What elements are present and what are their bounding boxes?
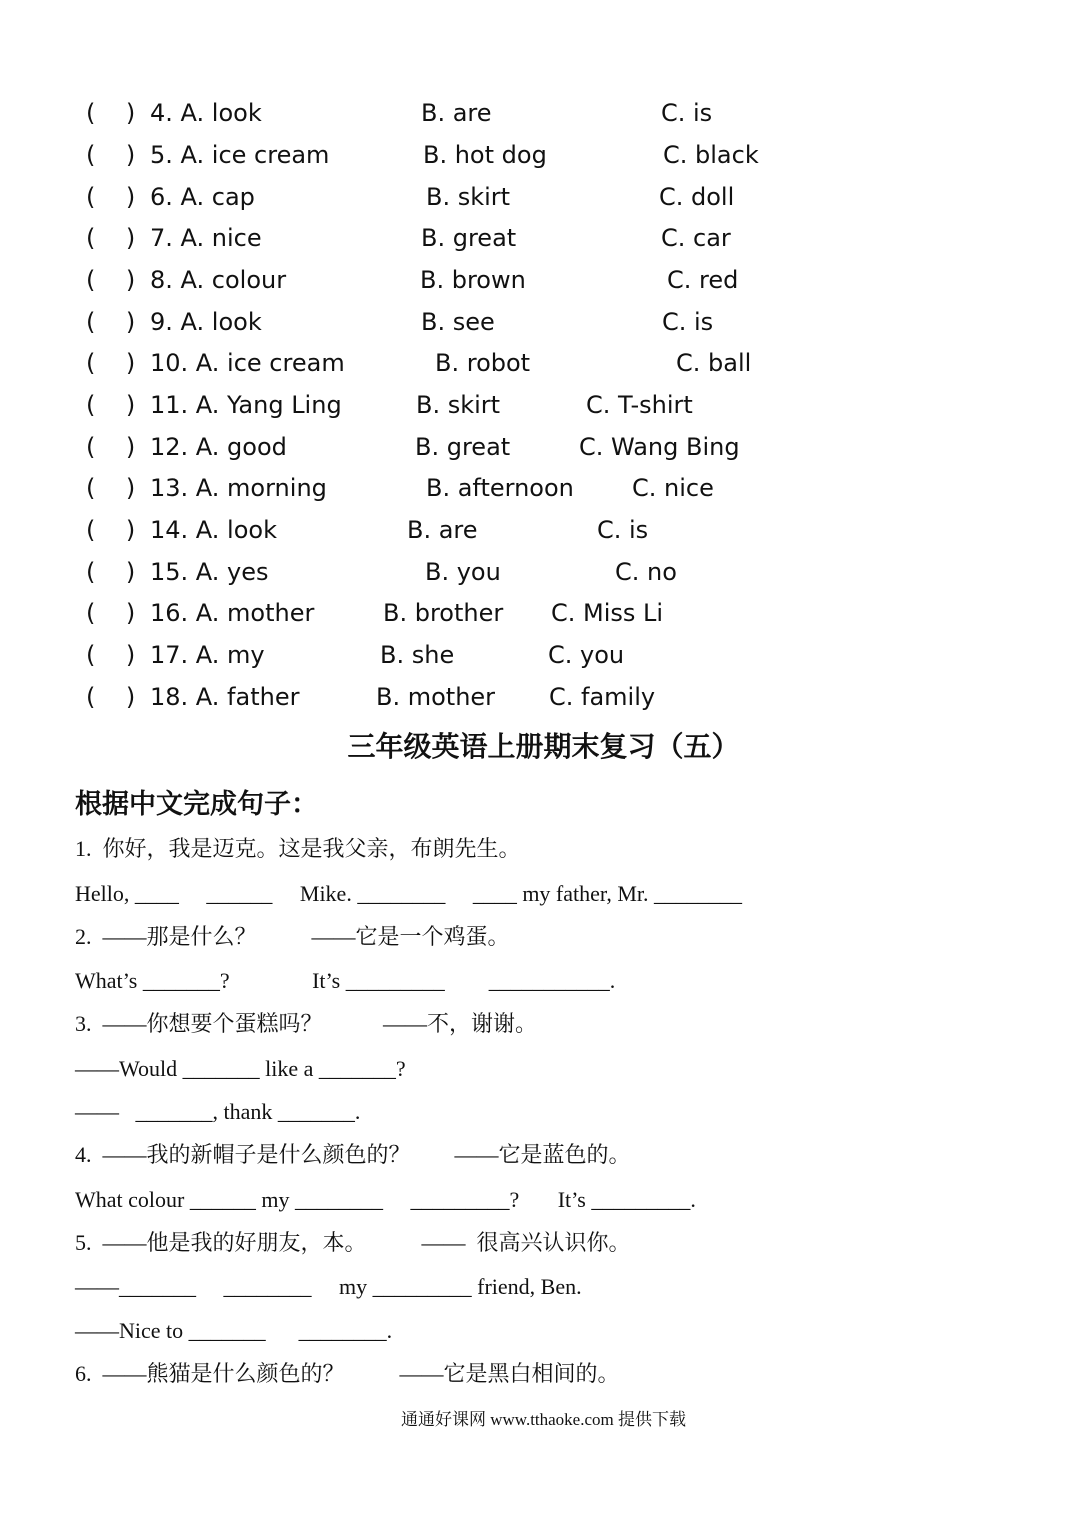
option-a: 10. A. ice cream xyxy=(150,349,345,377)
answer-blank: ( ) xyxy=(86,641,136,669)
option-b: B. afternoon xyxy=(426,474,574,502)
option-b: B. mother xyxy=(376,683,496,711)
option-a: 5. A. ice cream xyxy=(150,141,330,169)
mc-question-13 xyxy=(0,467,1087,509)
answer-blank: ( ) xyxy=(86,558,136,586)
option-a: 12. A. good xyxy=(150,433,287,461)
option-a: 17. A. my xyxy=(150,641,265,669)
option-a: 18. A. father xyxy=(150,683,300,711)
option-c: C. red xyxy=(667,266,739,294)
mc-question-18 xyxy=(0,676,1087,718)
sentence-line: 6. ——熊猫是什么颜色的？ ——它是黑白相间的。 xyxy=(75,1361,620,1386)
mc-question-17 xyxy=(0,634,1087,676)
answer-blank: ( ) xyxy=(86,474,136,502)
sentence-line: ——_______ ________ my _________ friend, Ben. xyxy=(75,1274,582,1299)
mc-question-9 xyxy=(0,301,1087,343)
mc-question-6 xyxy=(0,176,1087,218)
answer-blank: ( ) xyxy=(86,308,136,336)
answer-blank: ( ) xyxy=(86,599,136,627)
option-b: B. robot xyxy=(435,349,531,377)
option-c: C. no xyxy=(615,558,677,586)
option-b: B. great xyxy=(415,433,511,461)
option-a: 7. A. nice xyxy=(150,224,262,252)
option-c: C. is xyxy=(597,516,649,544)
sentence-line: 5. ——他是我的好朋友，本。 —— 很高兴认识你。 xyxy=(75,1230,631,1255)
option-a: 16. A. mother xyxy=(150,599,315,627)
option-c: C. you xyxy=(548,641,625,669)
sentence-line: What colour ______ my ________ _________? It’s _________. xyxy=(75,1187,696,1212)
option-c: C. ball xyxy=(676,349,752,377)
answer-blank: ( ) xyxy=(86,224,136,252)
page-footer: 通通好课网 www.tthaoke.com 提供下载 xyxy=(400,1410,687,1429)
option-c: C. T-shirt xyxy=(586,391,693,419)
answer-blank: ( ) xyxy=(86,516,136,544)
option-c: C. car xyxy=(661,224,731,252)
option-b: B. are xyxy=(421,99,492,127)
mc-question-15 xyxy=(0,551,1087,593)
sentence-line: 1. 你好，我是迈克。这是我父亲，布朗先生。 xyxy=(75,836,521,861)
option-a: 6. A. cap xyxy=(150,183,255,211)
mc-question-5 xyxy=(0,134,1087,176)
option-a: 14. A. look xyxy=(150,516,277,544)
option-b: B. she xyxy=(380,641,455,669)
mc-question-7 xyxy=(0,217,1087,259)
sentence-line: 4. ——我的新帽子是什么颜色的？ ——它是蓝色的。 xyxy=(75,1142,631,1167)
sentence-line: —— _______, thank _______. xyxy=(75,1099,361,1124)
sentence-line: Hello, ____ ______ Mike. ________ ____ my father, Mr. ________ xyxy=(75,881,743,906)
option-b: B. brown xyxy=(420,266,526,294)
mc-question-8 xyxy=(0,259,1087,301)
mc-question-10 xyxy=(0,342,1087,384)
sentence-line: 2. ——那是什么？ ——它是一个鸡蛋。 xyxy=(75,924,510,949)
option-c: C. family xyxy=(549,683,656,711)
option-c: C. is xyxy=(661,99,713,127)
option-c: C. doll xyxy=(659,183,735,211)
sentence-line: ——Would _______ like a _______? xyxy=(75,1056,406,1081)
option-b: B. see xyxy=(421,308,495,336)
option-a: 15. A. yes xyxy=(150,558,269,586)
option-b: B. brother xyxy=(383,599,504,627)
option-a: 11. A. Yang Ling xyxy=(150,391,342,419)
sentence-line: 3. ——你想要个蛋糕吗？ ——不，谢谢。 xyxy=(75,1011,538,1036)
option-a: 9. A. look xyxy=(150,308,262,336)
option-c: C. black xyxy=(663,141,759,169)
mc-question-14 xyxy=(0,509,1087,551)
section-heading: 根据中文完成句子： xyxy=(75,789,318,820)
answer-blank: ( ) xyxy=(86,99,136,127)
answer-blank: ( ) xyxy=(86,433,136,461)
mc-question-4 xyxy=(0,92,1087,134)
option-b: B. hot dog xyxy=(423,141,547,169)
answer-blank: ( ) xyxy=(86,183,136,211)
option-a: 8. A. colour xyxy=(150,266,287,294)
answer-blank: ( ) xyxy=(86,349,136,377)
option-c: C. Wang Bing xyxy=(579,433,740,461)
mc-question-11 xyxy=(0,384,1087,426)
sentence-line: ——Nice to _______ ________. xyxy=(75,1318,393,1343)
option-b: B. you xyxy=(425,558,501,586)
option-b: B. great xyxy=(421,224,517,252)
mc-question-12 xyxy=(0,426,1087,468)
section-title: 三年级英语上册期末复习（五） xyxy=(347,730,740,763)
option-b: B. are xyxy=(407,516,478,544)
option-c: C. is xyxy=(662,308,714,336)
answer-blank: ( ) xyxy=(86,683,136,711)
option-c: C. Miss Li xyxy=(551,599,664,627)
option-c: C. nice xyxy=(632,474,714,502)
answer-blank: ( ) xyxy=(86,266,136,294)
answer-blank: ( ) xyxy=(86,391,136,419)
option-b: B. skirt xyxy=(426,183,511,211)
option-a: 4. A. look xyxy=(150,99,262,127)
option-a: 13. A. morning xyxy=(150,474,327,502)
mc-question-16 xyxy=(0,592,1087,634)
option-b: B. skirt xyxy=(416,391,501,419)
answer-blank: ( ) xyxy=(86,141,136,169)
sentence-line: What’s _______? It’s _________ ___________. xyxy=(75,968,616,993)
